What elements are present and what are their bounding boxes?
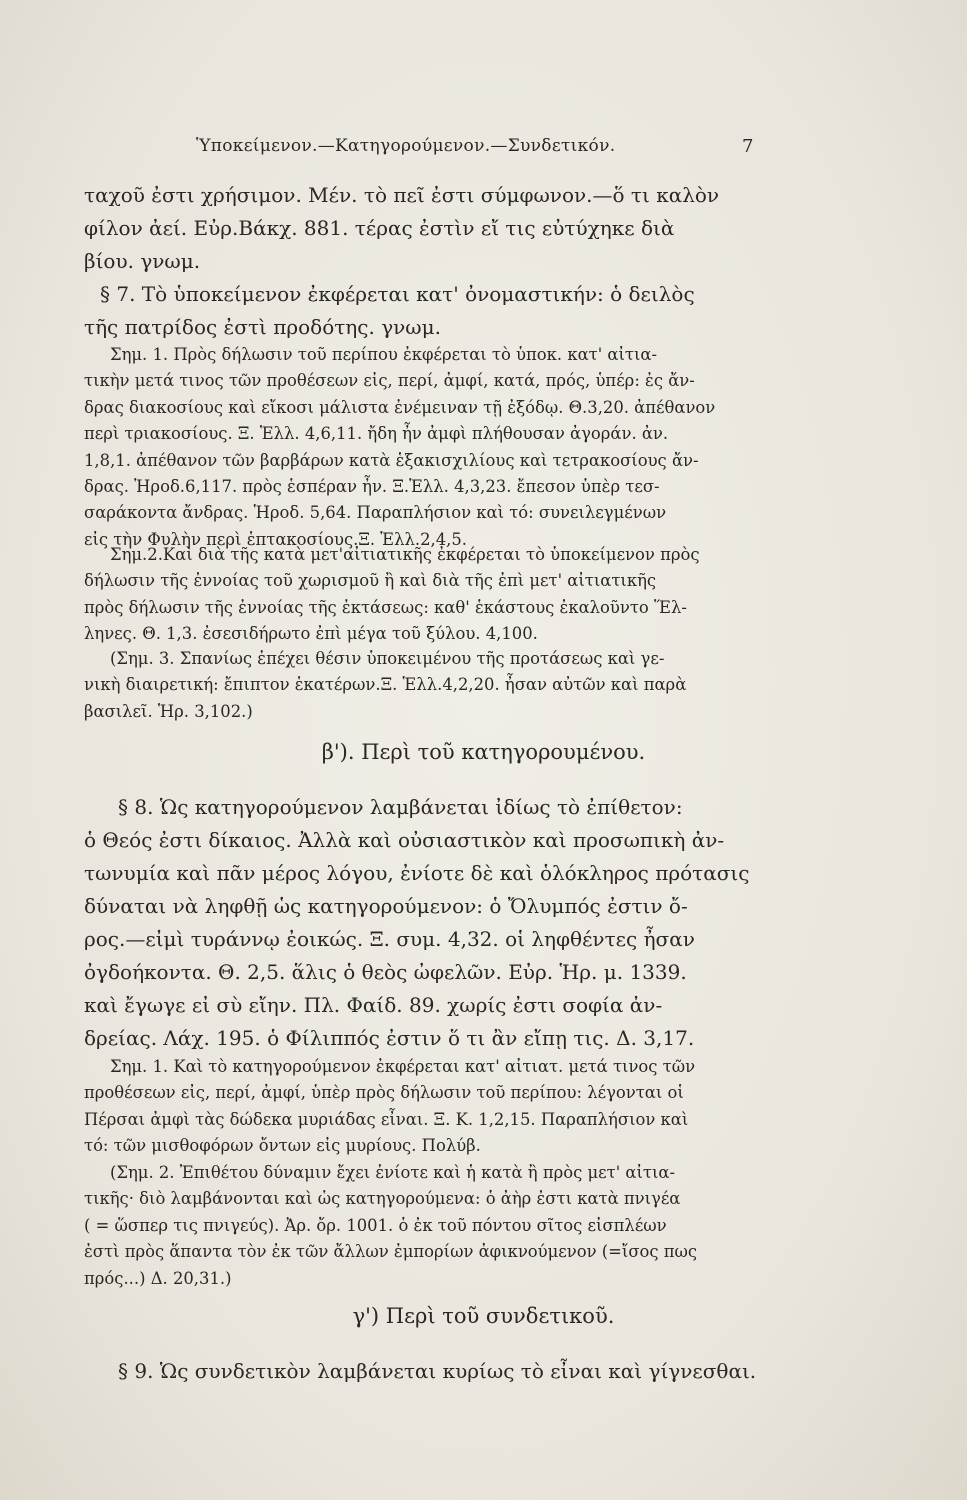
- section-heading-copula: γ') Περὶ τοῦ συνδετικοῦ.: [352, 1304, 615, 1328]
- note-8-2: [84, 1160, 784, 1292]
- text-line: (Σημ. 3. Σπανίως ἐπέχει θέσιν ὑποκειμένου τῆς προτάσεως καὶ γε-: [110, 649, 665, 668]
- text-line: § 9. Ὡς συνδετικὸν λαμβάνεται κυρίως τὸ εἶναι καὶ γίγνεσθαι.: [118, 1359, 757, 1383]
- text-line: § 8. Ὡς κατηγορούμενον λαμβάνεται ἰδίως τὸ ἐπίθετον:: [118, 795, 683, 819]
- text-line: Σημ.2.Καὶ διὰ τῆς κατὰ μετ'αἰτιατικῆς ἐκφέρεται τὸ ὑποκείμενον πρὸς: [110, 545, 700, 564]
- text-line: τό: τῶν μισθοφόρων ὄντων εἰς μυρίους. Πολύβ.: [84, 1136, 481, 1156]
- text-line: βασιλεῖ. Ἡρ. 3,102.): [84, 701, 253, 721]
- text-line: δρείας. Λάχ. 195. ὁ Φίλιππός ἐστιν ὅ τι ἂν εἴπῃ τις. Δ. 3,17.: [84, 1026, 695, 1050]
- text-line: περὶ τριακοσίους. Ξ. Ἑλλ. 4,6,11. ἤδη ἦν ἀμφὶ πλήθουσαν ἀγοράν. ἀν.: [84, 424, 669, 444]
- text-line: καὶ ἔγωγε εἰ σὺ εἴην. Πλ. Φαίδ. 89. χωρίς ἐστι σοφία ἀν-: [84, 993, 663, 1017]
- text-line: ( = ὥσπερ τις πνιγεύς). Ἀρ. ὄρ. 1001. ὁ ἐκ τοῦ πόντου σῖτος εἰσπλέων: [84, 1215, 667, 1235]
- text-line: δρας διακοσίους καὶ εἴκοσι μάλιστα ἐνέμειναν τῇ ἐξόδῳ. Θ.3,20. ἀπέθανον: [84, 397, 716, 417]
- text-line: τωνυμία καὶ πᾶν μέρος λόγου, ἐνίοτε δὲ καὶ ὁλόκληρος πρότασις: [84, 861, 750, 885]
- text-line: βίου. γνωμ.: [84, 249, 201, 273]
- text-line: ὀγδοήκοντα. Θ. 2,5. ἅλις ὁ θεὸς ὠφελῶν. Εὐρ. Ἡρ. μ. 1339.: [84, 960, 687, 984]
- text-line: τῆς πατρίδος ἐστὶ προδότης. γνωμ.: [84, 315, 441, 339]
- text-line: ληνες. Θ. 1,3. ἐσεσιδήρωτο ἐπὶ μέγα τοῦ ξύλου. 4,100.: [84, 624, 538, 644]
- text-line: δύναται νὰ ληφθῇ ὡς κατηγορούμενον: ὁ Ὄλυμπός ἐστιν ὄ-: [84, 894, 688, 918]
- text-line: ἐστὶ πρὸς ἅπαντα τὸν ἐκ τῶν ἄλλων ἐμπορίων ἀφικνούμενον (=ἴσος πως: [84, 1242, 698, 1262]
- section-heading-predicate: β'). Περὶ τοῦ κατηγορουμένου.: [321, 740, 646, 764]
- note-1: [84, 342, 784, 553]
- text-line: Πέρσαι ἀμφὶ τὰς δώδεκα μυριάδας εἶναι. Ξ. Κ. 1,2,15. Παραπλήσιον καὶ: [84, 1109, 689, 1129]
- note-8-1: [84, 1054, 784, 1160]
- paragraph-9: [84, 1355, 784, 1388]
- text-line: πρός...) Δ. 20,31.): [84, 1268, 232, 1288]
- text-line: ρος.—εἰμὶ τυράννῳ ἐοικώς. Ξ. συμ. 4,32. οἱ ληφθέντες ἦσαν: [84, 927, 695, 951]
- text-line: § 7. Τὸ ὑποκείμενον ἐκφέρεται κατ' ὀνομαστικήν: ὁ δειλὸς: [100, 282, 695, 306]
- text-line: 1,8,1. ἀπέθανον τῶν βαρβάρων κατὰ ἑξακισχιλίους καὶ τετρακοσίους ἄν-: [84, 450, 699, 470]
- text-line: νικὴ διαιρετική: ἔπιπτον ἑκατέρων.Ξ. Ἑλλ.4,2,20. ἦσαν αὐτῶν καὶ παρὰ: [84, 675, 687, 695]
- intro-paragraph: [84, 179, 784, 344]
- running-header: Ὑποκείμενον.—Κατηγορούμενον.—Συνδετικόν.: [196, 136, 616, 156]
- text-line: τικῆς· διὸ λαμβάνονται καὶ ὡς κατηγορούμενα: ὁ ἀὴρ ἐστι κατὰ πνιγέα: [84, 1189, 681, 1209]
- text-line: δρας. Ἡροδ.6,117. πρὸς ἑσπέραν ἦν. Ξ.Ἑλλ. 4,3,23. ἔπεσον ὑπὲρ τεσ-: [84, 476, 660, 496]
- text-line: δήλωσιν τῆς ἐννοίας τοῦ χωρισμοῦ ἢ καὶ διὰ τῆς ἐπὶ μετ' αἰτιατικῆς: [84, 571, 657, 591]
- text-line: Σημ. 1. Καὶ τὸ κατηγορούμενον ἐκφέρεται κατ' αἰτιατ. μετά τινος τῶν: [110, 1057, 696, 1076]
- note-3: [84, 646, 784, 725]
- text-line: ταχοῦ ἐστι χρήσιμον. Μέν. τὸ πεῖ ἐστι σύμφωνον.—ὅ τι καλὸν: [84, 183, 720, 207]
- text-line: Σημ. 1. Πρὸς δήλωσιν τοῦ περίπου ἐκφέρεται τὸ ὑποκ. κατ' αἰτια-: [110, 345, 658, 364]
- text-line: φίλον ἀεί. Εὐρ.Βάκχ. 881. τέρας ἐστὶν εἴ τις εὐτύχηκε διὰ: [84, 216, 675, 240]
- page-number: 7: [742, 136, 754, 157]
- text-line: πρὸς δήλωσιν τῆς ἐννοίας τῆς ἐκτάσεως: καθ' ἑκάστους ἐκαλοῦντο Ἕλ-: [84, 597, 687, 617]
- paragraph-8: [84, 791, 784, 1055]
- text-line: προθέσεων εἰς, περί, ἀμφί, ὑπὲρ πρὸς δήλωσιν τοῦ περίπου: λέγονται οἱ: [84, 1083, 684, 1103]
- text-line: (Σημ. 2. Ἐπιθέτου δύναμιν ἔχει ἐνίοτε καὶ ἡ κατὰ ἢ πρὸς μετ' αἰτια-: [110, 1163, 676, 1182]
- text-line: εἰς τὴν Φυλὴν περὶ ἑπτακοσίους.Ξ. Ἑλλ.2,4,5.: [84, 529, 467, 549]
- note-2: [84, 542, 784, 648]
- text-line: ὁ Θεός ἐστι δίκαιος. Ἀλλὰ καὶ οὐσιαστικὸν καὶ προσωπικὴ ἀν-: [84, 828, 725, 852]
- text-line: σαράκοντα ἄνδρας. Ἡροδ. 5,64. Παραπλήσιον καὶ τό: συνειλεγμένων: [84, 503, 667, 523]
- text-line: τικὴν μετά τινος τῶν προθέσεων εἰς, περί, ἀμφί, κατά, πρός, ὑπέρ: ἐς ἄν-: [84, 371, 695, 391]
